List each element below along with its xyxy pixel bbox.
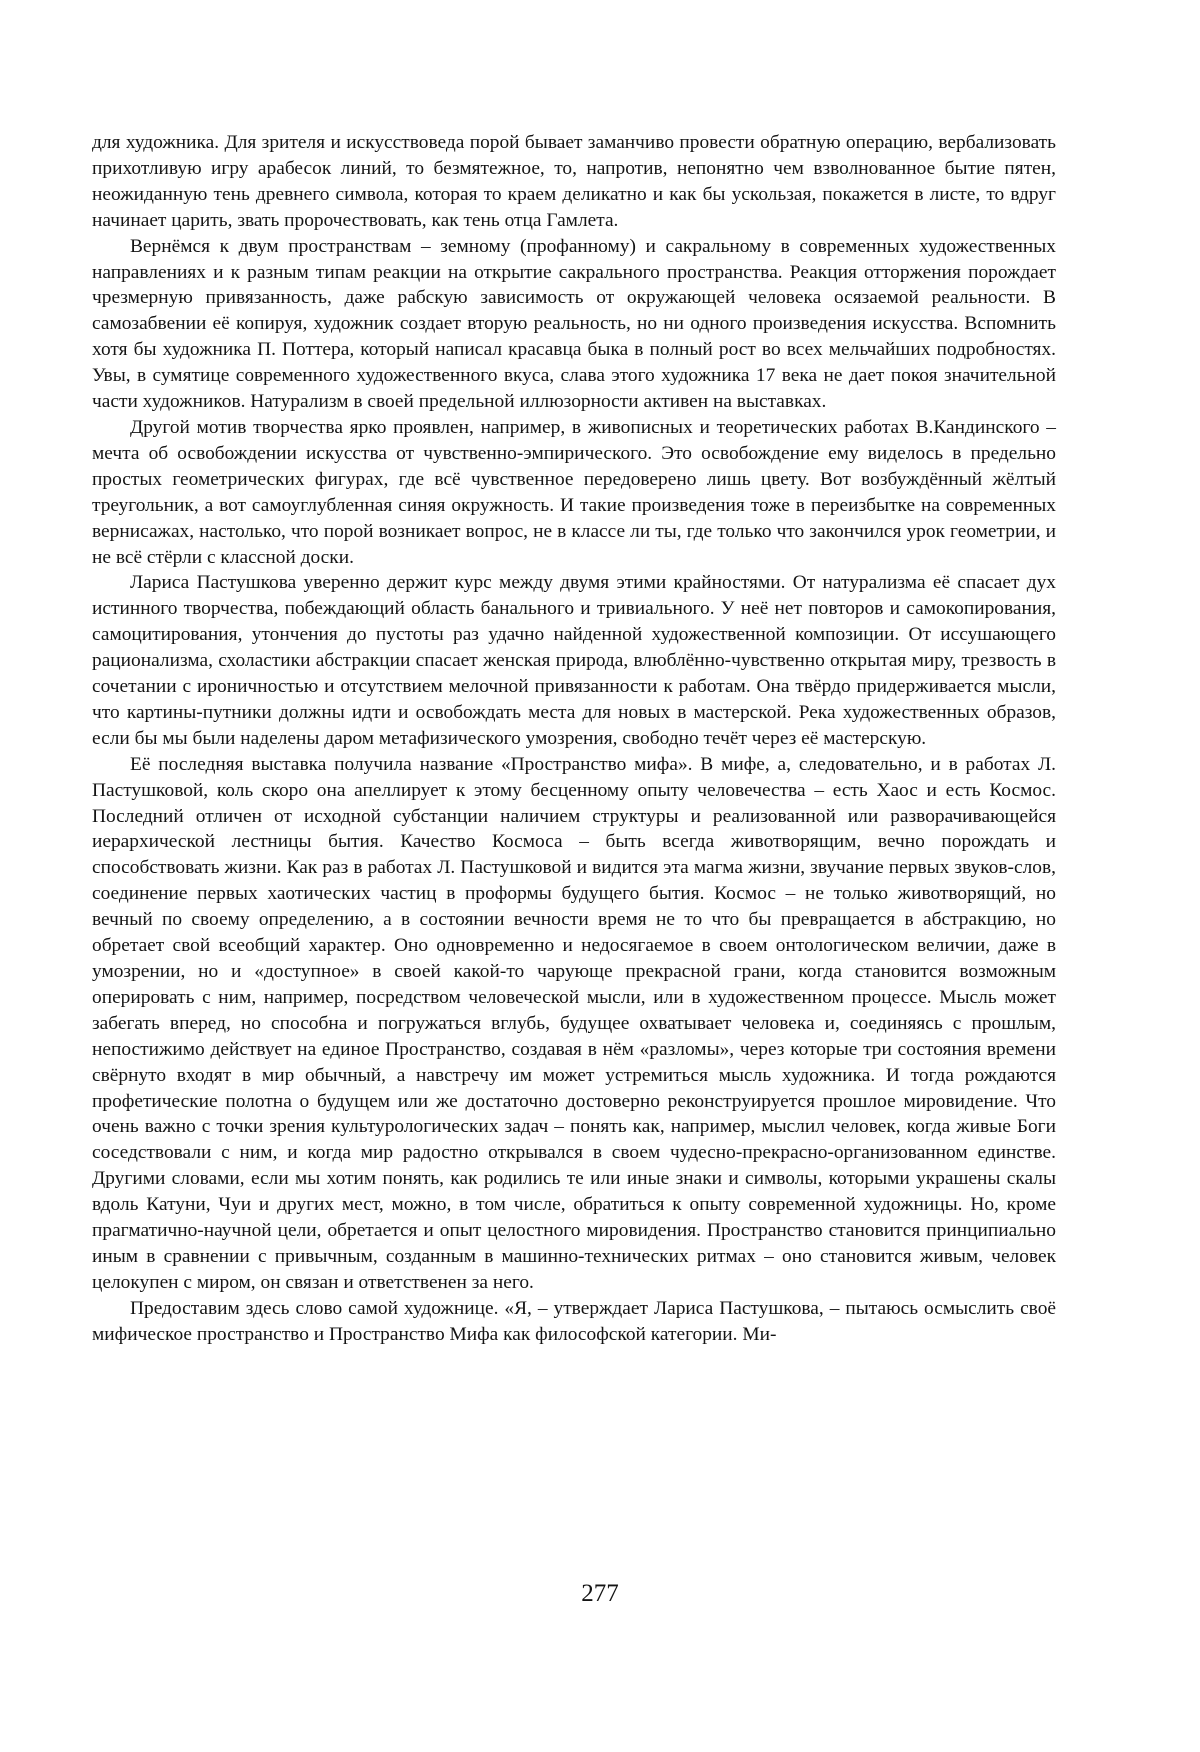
paragraph-2: Вернёмся к двум пространствам – земному (профанному) и сакральному в современных художественных направлениях и к разным типам реакции на открытие сакрального пространства. Реакция отторжения порождает чрезмерную привязанность, даже рабскую зависимость от окружающей человека осязаемой реальности. В самозабвении её копируя, художник создает вторую реальность, но ни одного произведения искусства. Вспомнить хотя бы художника П. Поттера, который написал красавца быка в полный рост во всех мельчайших подробностях. Увы, в сумятице современного художественного вкуса, слава этого художника 17 века не дает покоя значительной части художников. Натурализм в своей предельной иллюзорности активен на выставках.: [92, 235, 1056, 413]
paragraph-3: Другой мотив творчества ярко проявлен, например, в живописных и теоретических работах В.Кандинского – мечта об освобождении искусства от чувственно-эмпирического. Это освобождение ему виделось в предельно простых геометрических фигурах, где всё чувственное передоверено лишь цвету. Вот возбуждённый жёлтый треугольник, а вот самоуглубленная синяя окружность. И такие произведения тоже в переизбытке на современных вернисажах, настолько, что порой возникает вопрос, не в классе ли ты, где только что закончился урок геометрии, и не всё стёрли с классной доски.: [92, 416, 1056, 568]
paragraph-5: Её последняя выставка получила название «Пространство мифа». В мифе, а, следовательно, и в работах Л. Пастушковой, коль скоро она апеллирует к этому бесценному опыту человечества – есть Хаос и есть Космос. Последний отличен от исходной субстанции наличием структуры и реализованной или разворачивающейся иерархической лестницы бытия. Качество Космоса – быть всегда животворящим, вечно порождать и способствовать жизни. Как раз в работах Л. Пастушковой и видится эта магма жизни, звучание первых звуков-слов, соединение первых хаотических частиц в проформы будущего бытия. Космос – не только животворящий, но вечный по своему определению, а в состоянии вечности время не то что бы превращается в абстракцию, но обретает свой всеобщий характер. Оно одновременно и недосягаемое в своем онтологическом величии, даже в умозрении, но и «доступное» в своей какой-то чарующе прекрасной грани, когда становится возможным оперировать с ним, например, посредством человеческой мысли, или в художественном процессе. Мысль может забегать вперед, но способна и погружаться вглубь, будущее охватывает человека и, соединяясь с прошлым, непостижимо действует на единое Пространство, создавая в нём «разломы», через которые три состояния времени свёрнуто входят в мир обычный, а навстречу им может устремиться мысль художника. И тогда рождаются профетические полотна о будущем или же достаточно достоверно реконструируется прошлое мировидение. Что очень важно с точки зрения культурологических задач – понять как, например, мыслил человек, когда живые Боги соседствовали с ним, и когда мир радостно открывался в своем чудесно-прекрасно-организованном единстве. Другими словами, если мы хотим понять, как родились те или иные знаки и символы, которыми украшены скалы вдоль Катуни, Чуи и других мест, можно, в том числе, обратиться к опыту современной художницы. Но, кроме прагматично-научной цели, обретается и опыт целостного мировидения. Пространство становится принципиально иным в сравнении с привычным, созданным в машинно-технических ритмах – оно становится живым, человек целокупен с миром, он связан и ответственен за него.: [92, 753, 1056, 1293]
page-number: 277: [581, 1580, 619, 1607]
paragraph-6: Предоставим здесь слово самой художнице. «Я, – утверждает Лариса Пастушкова, – пытаюсь осмыслить своё мифическое пространство и Пространство Мифа как философской категории. Ми-: [92, 1297, 1056, 1345]
paragraph-4: Лариса Пастушкова уверенно держит курс между двумя этими крайностями. От натурализма её спасает дух истинного творчества, побеждающий область банального и тривиального. У неё нет повторов и самокопирования, самоцитирования, утончения до пустоты раз удачно найденной художественной композиции. От иссушающего рационализма, схоластики абстракции спасает женская природа, влюблённо-чувственно открытая миру, трезвость в сочетании с ироничностью и отсутствием мелочной привязанности к работам. Она твёрдо придерживается мысли, что картины-путники должны идти и освобождать места для новых в мастерской. Река художественных образов, если бы мы были наделены даром метафизического умозрения, свободно течёт через её мастерскую.: [92, 572, 1056, 749]
paragraph-1: для художника. Для зрителя и искусствоведа порой бывает заманчиво провести обратную операцию, вербализовать прихотливую игру арабесок линий, то безмятежное, то, напротив, непонятно чем взволнованное бытие пятен, неожиданную тень древнего символа, которая то краем деликатно и как бы ускользая, покажется в листе, то вдруг начинает царить, звать пророчествовать, как тень отца Гамлета.: [92, 132, 1056, 231]
page-body: [92, 130, 1056, 1348]
